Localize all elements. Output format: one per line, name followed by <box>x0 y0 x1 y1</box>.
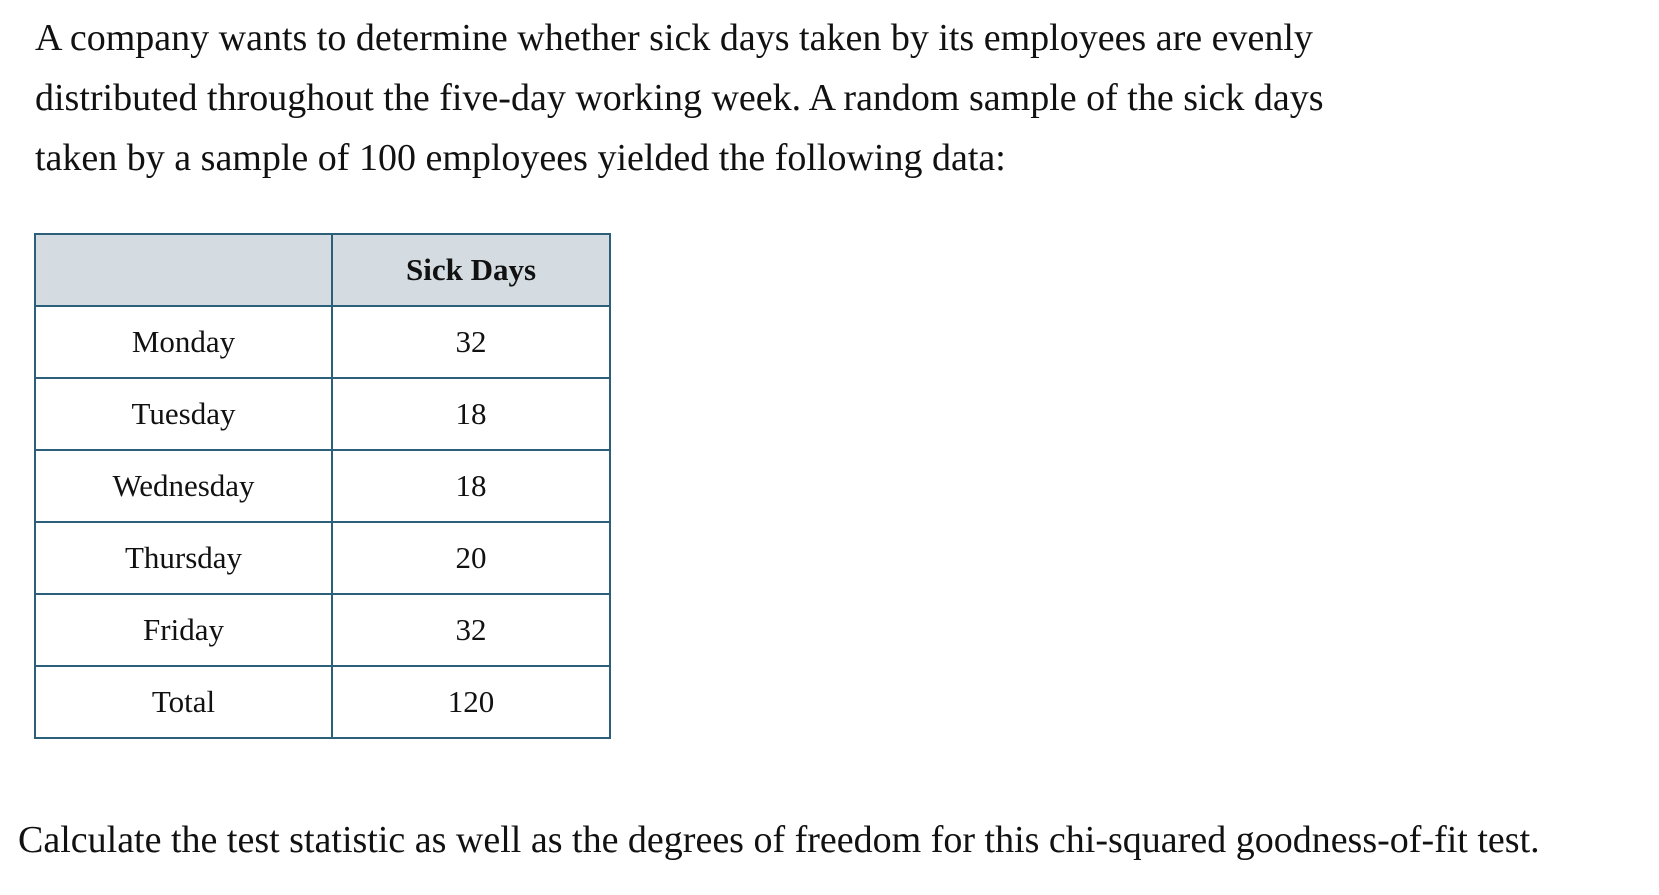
day-cell: Tuesday <box>35 378 332 450</box>
intro-line: distributed throughout the five-day working week. A random sample of the sick days <box>35 77 1324 119</box>
table-header-corner <box>35 234 332 306</box>
value-cell: 18 <box>332 450 610 522</box>
total-label-cell: Total <box>35 666 332 738</box>
intro-line: A company wants to determine whether sick days taken by its employees are evenly <box>35 17 1313 59</box>
intro-line: taken by a sample of 100 employees yielded the following data: <box>35 137 1006 179</box>
intro-paragraph <box>35 8 1595 188</box>
value-cell: 32 <box>332 594 610 666</box>
table-row <box>35 450 610 522</box>
value-cell: 32 <box>332 306 610 378</box>
total-value-cell: 120 <box>332 666 610 738</box>
table-row <box>35 594 610 666</box>
table-row <box>35 522 610 594</box>
value-cell: 18 <box>332 378 610 450</box>
day-cell: Thursday <box>35 522 332 594</box>
question-text: Calculate the test statistic as well as the degrees of freedom for this chi-squared goodness-of-fit test. <box>18 819 1540 861</box>
table-header-row <box>35 234 610 306</box>
day-cell: Monday <box>35 306 332 378</box>
day-cell: Friday <box>35 594 332 666</box>
table-row <box>35 378 610 450</box>
table-header-sick-days: Sick Days <box>332 234 610 306</box>
table-row <box>35 306 610 378</box>
sick-days-table <box>34 233 611 739</box>
value-cell: 20 <box>332 522 610 594</box>
table-total-row <box>35 666 610 738</box>
day-cell: Wednesday <box>35 450 332 522</box>
